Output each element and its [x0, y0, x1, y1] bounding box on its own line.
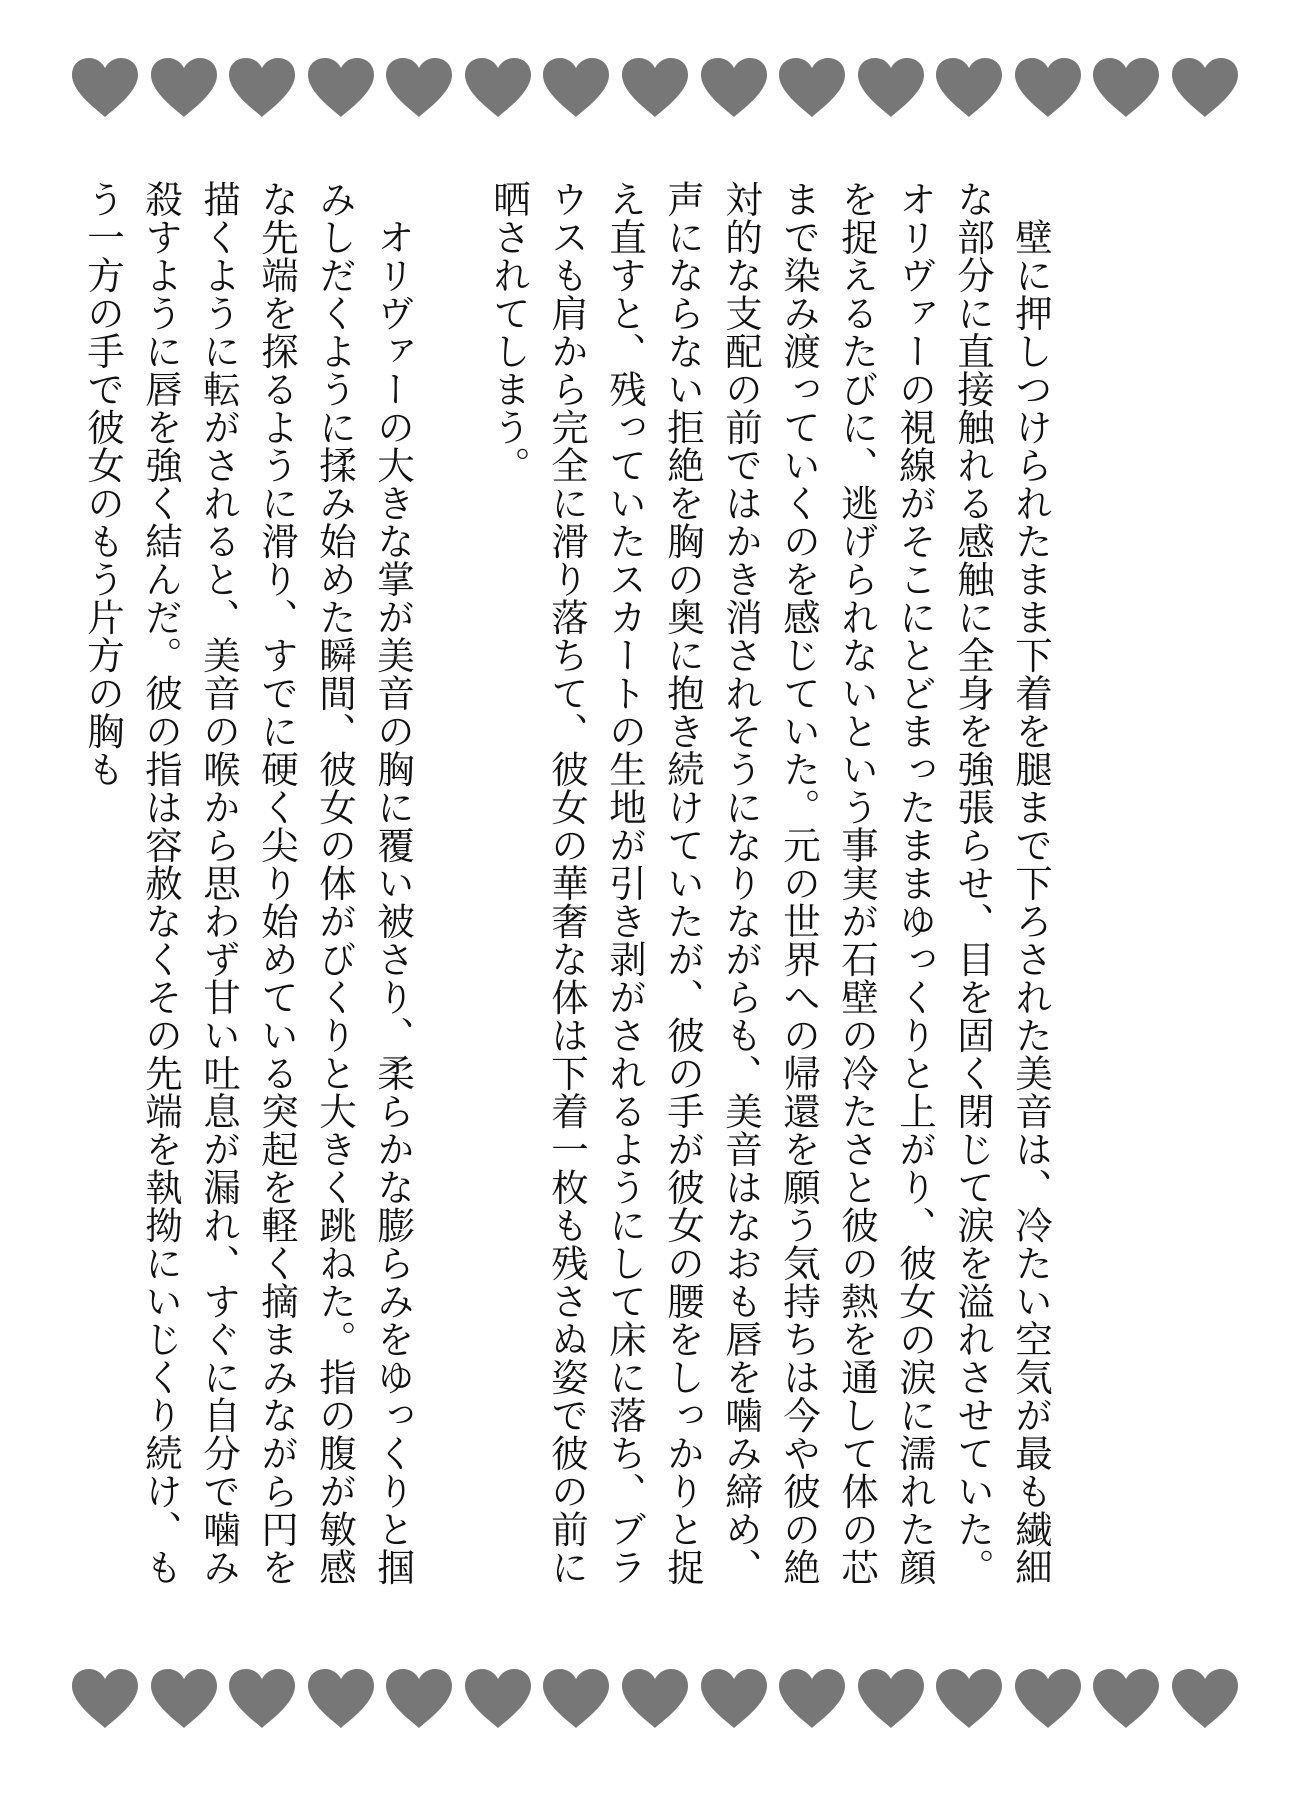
heart-icon	[149, 1668, 219, 1730]
heart-icon	[70, 1668, 140, 1730]
heart-icon	[306, 57, 376, 119]
heart-icon	[227, 1668, 297, 1730]
heart-icon	[1013, 1668, 1083, 1730]
heart-icon	[149, 57, 219, 119]
heart-icon	[463, 57, 533, 119]
paragraph-2: オリヴァーの大きな掌が美音の胸に覆い被さり、柔らかな膨らみをゆっくりと掴みしだくように揉み始めた瞬間、彼女の体がびくりと大きく跳ねた。指の腹が敏感な先端を探るように滑り、すでに硬く尖り始めている突起を軽く摘まみながら円を描くように転がされると、美音の喉から思わず甘い吐息が漏れ、すぐに自分で噛み殺すように唇を強く結んだ。彼の指は容赦なくその先端を執拗にいじくり続け、もう一方の手で彼女のもう片方の胸も	[81, 180, 415, 1586]
novel-text	[81, 180, 1060, 1610]
heart-icon	[777, 57, 847, 119]
heart-icon	[856, 57, 926, 119]
heart-icon	[777, 1668, 847, 1730]
heart-border-bottom	[70, 1663, 1240, 1735]
heart-icon	[620, 1668, 690, 1730]
heart-icon	[384, 1668, 454, 1730]
heart-icon	[1091, 1668, 1161, 1730]
heart-icon	[934, 1668, 1004, 1730]
heart-icon	[70, 57, 140, 119]
heart-icon	[227, 57, 297, 119]
heart-icon	[384, 57, 454, 119]
heart-icon	[699, 57, 769, 119]
heart-icon	[306, 1668, 376, 1730]
paragraph-gap	[422, 180, 480, 190]
heart-border-top	[70, 52, 1240, 124]
heart-icon	[541, 57, 611, 119]
heart-icon	[1091, 57, 1161, 119]
heart-icon	[699, 1668, 769, 1730]
heart-icon	[620, 57, 690, 119]
heart-icon	[1170, 57, 1240, 119]
heart-icon	[934, 57, 1004, 119]
heart-icon	[1170, 1668, 1240, 1730]
heart-icon	[463, 1668, 533, 1730]
paragraph-1: 壁に押しつけられたまま下着を腿まで下ろされた美音は、冷たい空気が最も繊細な部分に直接触れる感触に全身を強張らせ、目を固く閉じて涙を溢れさせていた。オリヴァーの視線がそこにとどまったままゆっくりと上がり、彼女の涙に濡れた顔を捉えるたびに、逃げられないという事実が石壁の冷たさと彼の熱を通して体の芯まで染み渡っていくのを感じていた。元の世界への帰還を願う気持ちは今や彼の絶対的な支配の前ではかき消されそうになりながらも、美音はなおも唇を噛み締め、声にならない拒絶を胸の奥に抱き続けていたが、彼の手が彼女の腰をしっかりと捉え直すと、残っていたスカートの生地が引き剥がされるようにして床に落ち、ブラウスも肩から完全に滑り落ちて、彼女の華奢な体は下着一枚も残さぬ姿で彼の前に晒されてしまう。	[487, 180, 1053, 1586]
heart-icon	[541, 1668, 611, 1730]
heart-icon	[856, 1668, 926, 1730]
heart-icon	[1013, 57, 1083, 119]
